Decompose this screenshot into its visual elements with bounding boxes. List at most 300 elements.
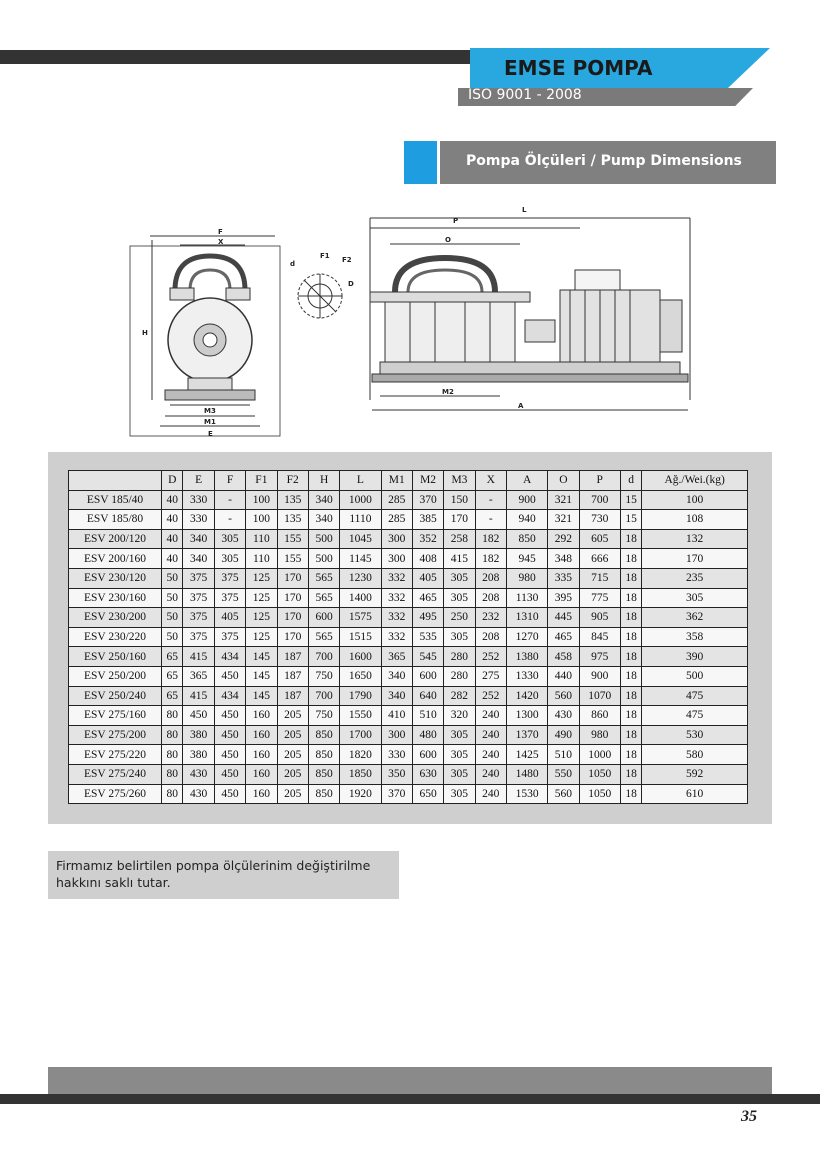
value-cell: 250 xyxy=(444,608,475,628)
value-cell: 415 xyxy=(183,686,214,706)
value-cell: 1920 xyxy=(340,784,381,804)
value-cell: 205 xyxy=(277,784,308,804)
value-cell: 100 xyxy=(246,510,277,530)
page-number: 35 xyxy=(741,1108,757,1125)
value-cell: 545 xyxy=(412,647,443,667)
value-cell: 475 xyxy=(642,686,748,706)
value-cell: 1575 xyxy=(340,608,381,628)
value-cell: 125 xyxy=(246,568,277,588)
label-x: X xyxy=(218,238,224,246)
value-cell: 640 xyxy=(412,686,443,706)
value-cell: 1515 xyxy=(340,627,381,647)
value-cell: 18 xyxy=(620,745,641,765)
value-cell: 630 xyxy=(412,764,443,784)
value-cell: 980 xyxy=(579,725,620,745)
table-row xyxy=(69,608,748,628)
value-cell: 330 xyxy=(183,510,214,530)
value-cell: 775 xyxy=(579,588,620,608)
section-title: Pompa Ölçüleri / Pump Dimensions xyxy=(466,153,742,169)
value-cell: 170 xyxy=(277,568,308,588)
value-cell: 182 xyxy=(475,549,506,569)
table-header-row xyxy=(69,471,748,491)
value-cell: 125 xyxy=(246,588,277,608)
value-cell: 1300 xyxy=(506,706,547,726)
value-cell: 18 xyxy=(620,588,641,608)
value-cell: 365 xyxy=(381,647,412,667)
value-cell: 450 xyxy=(214,666,245,686)
value-cell: 332 xyxy=(381,588,412,608)
value-cell: 900 xyxy=(506,490,547,510)
value-cell: 430 xyxy=(183,764,214,784)
value-cell: 285 xyxy=(381,490,412,510)
model-cell: ESV 185/80 xyxy=(69,510,162,530)
label-o: O xyxy=(445,236,451,244)
value-cell: 510 xyxy=(412,706,443,726)
header-cell: d xyxy=(620,471,641,491)
label-f: F xyxy=(218,228,223,236)
value-cell: 845 xyxy=(579,627,620,647)
value-cell: 40 xyxy=(162,549,183,569)
value-cell: 252 xyxy=(475,686,506,706)
value-cell: 332 xyxy=(381,608,412,628)
value-cell: 1230 xyxy=(340,568,381,588)
label-d-small: d xyxy=(290,260,296,268)
value-cell: 305 xyxy=(444,764,475,784)
value-cell: 50 xyxy=(162,608,183,628)
model-cell: ESV 200/120 xyxy=(69,529,162,549)
value-cell: 18 xyxy=(620,764,641,784)
value-cell: 1650 xyxy=(340,666,381,686)
value-cell: 445 xyxy=(548,608,579,628)
value-cell: 18 xyxy=(620,529,641,549)
value-cell: 500 xyxy=(308,549,339,569)
model-cell: ESV 230/220 xyxy=(69,627,162,647)
value-cell: 365 xyxy=(183,666,214,686)
value-cell: 100 xyxy=(642,490,748,510)
value-cell: 1400 xyxy=(340,588,381,608)
value-cell: 135 xyxy=(277,490,308,510)
value-cell: 132 xyxy=(642,529,748,549)
value-cell: 465 xyxy=(548,627,579,647)
table-row xyxy=(69,549,748,569)
value-cell: 1530 xyxy=(506,784,547,804)
value-cell: 750 xyxy=(308,706,339,726)
label-m2: M2 xyxy=(442,388,454,396)
value-cell: 1480 xyxy=(506,764,547,784)
model-cell: ESV 250/200 xyxy=(69,666,162,686)
value-cell: 450 xyxy=(214,725,245,745)
value-cell: 340 xyxy=(183,529,214,549)
table-row xyxy=(69,706,748,726)
section-accent xyxy=(404,141,437,184)
value-cell: 40 xyxy=(162,510,183,530)
table-row xyxy=(69,490,748,510)
value-cell: 380 xyxy=(183,725,214,745)
value-cell: 240 xyxy=(475,764,506,784)
value-cell: 110 xyxy=(246,549,277,569)
model-cell: ESV 185/40 xyxy=(69,490,162,510)
value-cell: 18 xyxy=(620,568,641,588)
value-cell: 332 xyxy=(381,627,412,647)
value-cell: 450 xyxy=(214,764,245,784)
value-cell: 145 xyxy=(246,647,277,667)
model-cell: ESV 250/160 xyxy=(69,647,162,667)
value-cell: 50 xyxy=(162,588,183,608)
value-cell: 240 xyxy=(475,745,506,765)
value-cell: 321 xyxy=(548,490,579,510)
table-row xyxy=(69,764,748,784)
header-cell: F xyxy=(214,471,245,491)
table-row xyxy=(69,510,748,530)
model-cell: ESV 275/240 xyxy=(69,764,162,784)
value-cell: 145 xyxy=(246,686,277,706)
value-cell: 330 xyxy=(183,490,214,510)
value-cell: 160 xyxy=(246,784,277,804)
value-cell: 18 xyxy=(620,666,641,686)
value-cell: 292 xyxy=(548,529,579,549)
value-cell: 1330 xyxy=(506,666,547,686)
value-cell: 380 xyxy=(183,745,214,765)
value-cell: 320 xyxy=(444,706,475,726)
table-row xyxy=(69,529,748,549)
pump-dimension-drawing xyxy=(120,200,700,445)
model-cell: ESV 275/220 xyxy=(69,745,162,765)
value-cell: 208 xyxy=(475,627,506,647)
value-cell: 358 xyxy=(642,627,748,647)
header-cell: E xyxy=(183,471,214,491)
label-m3: M3 xyxy=(204,407,216,415)
value-cell: 348 xyxy=(548,549,579,569)
label-e: E xyxy=(208,430,213,438)
note-text: Firmamız belirtilen pompa ölçülerinim değiştirilme hakkını saklı tutar. xyxy=(56,858,371,890)
value-cell: 65 xyxy=(162,666,183,686)
value-cell: - xyxy=(214,510,245,530)
value-cell: 610 xyxy=(642,784,748,804)
value-cell: 330 xyxy=(381,745,412,765)
value-cell: 80 xyxy=(162,706,183,726)
value-cell: 850 xyxy=(308,745,339,765)
table-row xyxy=(69,647,748,667)
value-cell: 1420 xyxy=(506,686,547,706)
value-cell: 252 xyxy=(475,647,506,667)
model-cell: ESV 230/200 xyxy=(69,608,162,628)
value-cell: 415 xyxy=(183,647,214,667)
value-cell: 40 xyxy=(162,490,183,510)
header-cell: F1 xyxy=(246,471,277,491)
value-cell: 187 xyxy=(277,647,308,667)
value-cell: 305 xyxy=(444,745,475,765)
value-cell: 592 xyxy=(642,764,748,784)
value-cell: 18 xyxy=(620,686,641,706)
value-cell: 850 xyxy=(308,784,339,804)
value-cell: 510 xyxy=(548,745,579,765)
value-cell: 390 xyxy=(642,647,748,667)
value-cell: 335 xyxy=(548,568,579,588)
value-cell: 80 xyxy=(162,764,183,784)
value-cell: 900 xyxy=(579,666,620,686)
certification-label: ISO 9001 - 2008 xyxy=(468,87,582,103)
label-f1: F1 xyxy=(320,252,330,260)
value-cell: 285 xyxy=(381,510,412,530)
value-cell: 600 xyxy=(412,745,443,765)
value-cell: 750 xyxy=(308,666,339,686)
header-bar xyxy=(0,50,470,64)
model-cell: ESV 275/200 xyxy=(69,725,162,745)
value-cell: 1270 xyxy=(506,627,547,647)
value-cell: 415 xyxy=(444,549,475,569)
value-cell: - xyxy=(214,490,245,510)
value-cell: 1425 xyxy=(506,745,547,765)
value-cell: 160 xyxy=(246,725,277,745)
value-cell: 434 xyxy=(214,686,245,706)
value-cell: 305 xyxy=(214,549,245,569)
table-row xyxy=(69,588,748,608)
value-cell: 18 xyxy=(620,608,641,628)
footer-band xyxy=(48,1067,772,1094)
label-p: P xyxy=(453,217,459,225)
value-cell: 730 xyxy=(579,510,620,530)
value-cell: 305 xyxy=(214,529,245,549)
value-cell: 332 xyxy=(381,568,412,588)
table-row xyxy=(69,725,748,745)
value-cell: 975 xyxy=(579,647,620,667)
value-cell: 450 xyxy=(214,706,245,726)
value-cell: 375 xyxy=(214,568,245,588)
value-cell: 275 xyxy=(475,666,506,686)
value-cell: 15 xyxy=(620,490,641,510)
value-cell: 145 xyxy=(246,666,277,686)
header-cell: O xyxy=(548,471,579,491)
value-cell: 340 xyxy=(308,510,339,530)
value-cell: 300 xyxy=(381,529,412,549)
value-cell: 15 xyxy=(620,510,641,530)
model-cell: ESV 230/120 xyxy=(69,568,162,588)
value-cell: 405 xyxy=(214,608,245,628)
value-cell: 18 xyxy=(620,549,641,569)
value-cell: 945 xyxy=(506,549,547,569)
value-cell: - xyxy=(475,490,506,510)
value-cell: 375 xyxy=(183,588,214,608)
value-cell: 1310 xyxy=(506,608,547,628)
value-cell: 280 xyxy=(444,666,475,686)
value-cell: 1050 xyxy=(579,764,620,784)
value-cell: 450 xyxy=(214,784,245,804)
value-cell: 430 xyxy=(548,706,579,726)
label-h: H xyxy=(142,329,148,337)
label-m1: M1 xyxy=(204,418,216,426)
header-cell: F2 xyxy=(277,471,308,491)
value-cell: 1000 xyxy=(340,490,381,510)
value-cell: 980 xyxy=(506,568,547,588)
value-cell: 170 xyxy=(277,608,308,628)
value-cell: 666 xyxy=(579,549,620,569)
value-cell: 905 xyxy=(579,608,620,628)
table-row xyxy=(69,568,748,588)
value-cell: 600 xyxy=(308,608,339,628)
value-cell: 715 xyxy=(579,568,620,588)
value-cell: 340 xyxy=(183,549,214,569)
value-cell: 305 xyxy=(444,784,475,804)
value-cell: 18 xyxy=(620,784,641,804)
value-cell: 50 xyxy=(162,568,183,588)
label-l: L xyxy=(522,206,527,214)
value-cell: 940 xyxy=(506,510,547,530)
value-cell: 375 xyxy=(183,627,214,647)
value-cell: 565 xyxy=(308,588,339,608)
value-cell: 340 xyxy=(381,666,412,686)
header-cell: H xyxy=(308,471,339,491)
value-cell: 182 xyxy=(475,529,506,549)
header-cell: M3 xyxy=(444,471,475,491)
value-cell: 560 xyxy=(548,784,579,804)
value-cell: 500 xyxy=(642,666,748,686)
value-cell: 1130 xyxy=(506,588,547,608)
value-cell: 170 xyxy=(277,588,308,608)
header-cell: D xyxy=(162,471,183,491)
table-row xyxy=(69,686,748,706)
value-cell: 440 xyxy=(548,666,579,686)
value-cell: 305 xyxy=(444,568,475,588)
model-cell: ESV 275/160 xyxy=(69,706,162,726)
value-cell: 535 xyxy=(412,627,443,647)
value-cell: 700 xyxy=(308,686,339,706)
value-cell: 560 xyxy=(548,686,579,706)
value-cell: 282 xyxy=(444,686,475,706)
value-cell: 375 xyxy=(214,627,245,647)
header-cell: M1 xyxy=(381,471,412,491)
value-cell: - xyxy=(475,510,506,530)
value-cell: 450 xyxy=(183,706,214,726)
label-d: D xyxy=(348,280,354,288)
value-cell: 1600 xyxy=(340,647,381,667)
value-cell: 108 xyxy=(642,510,748,530)
value-cell: 80 xyxy=(162,784,183,804)
value-cell: 160 xyxy=(246,706,277,726)
value-cell: 300 xyxy=(381,725,412,745)
dimensions-table xyxy=(68,470,748,804)
value-cell: 65 xyxy=(162,647,183,667)
value-cell: 258 xyxy=(444,529,475,549)
value-cell: 370 xyxy=(381,784,412,804)
value-cell: 480 xyxy=(412,725,443,745)
header-cell: M2 xyxy=(412,471,443,491)
value-cell: 850 xyxy=(308,725,339,745)
value-cell: 150 xyxy=(444,490,475,510)
value-cell: 240 xyxy=(475,725,506,745)
value-cell: 208 xyxy=(475,588,506,608)
value-cell: 350 xyxy=(381,764,412,784)
value-cell: 240 xyxy=(475,784,506,804)
value-cell: 408 xyxy=(412,549,443,569)
value-cell: 125 xyxy=(246,627,277,647)
value-cell: 205 xyxy=(277,725,308,745)
table-body xyxy=(69,490,748,804)
value-cell: 495 xyxy=(412,608,443,628)
value-cell: 430 xyxy=(183,784,214,804)
value-cell: 205 xyxy=(277,764,308,784)
value-cell: 205 xyxy=(277,745,308,765)
value-cell: 280 xyxy=(444,647,475,667)
value-cell: 458 xyxy=(548,647,579,667)
model-cell: ESV 230/160 xyxy=(69,588,162,608)
value-cell: 700 xyxy=(579,490,620,510)
value-cell: 1850 xyxy=(340,764,381,784)
table-row xyxy=(69,627,748,647)
value-cell: 305 xyxy=(642,588,748,608)
value-cell: 321 xyxy=(548,510,579,530)
value-cell: 240 xyxy=(475,706,506,726)
value-cell: 362 xyxy=(642,608,748,628)
value-cell: 232 xyxy=(475,608,506,628)
value-cell: 860 xyxy=(579,706,620,726)
value-cell: 1790 xyxy=(340,686,381,706)
header-cell: X xyxy=(475,471,506,491)
value-cell: 100 xyxy=(246,490,277,510)
value-cell: 340 xyxy=(381,686,412,706)
value-cell: 565 xyxy=(308,568,339,588)
value-cell: 1145 xyxy=(340,549,381,569)
model-cell: ESV 250/240 xyxy=(69,686,162,706)
value-cell: 305 xyxy=(444,725,475,745)
model-cell: ESV 200/160 xyxy=(69,549,162,569)
value-cell: 80 xyxy=(162,725,183,745)
value-cell: 18 xyxy=(620,627,641,647)
value-cell: 375 xyxy=(183,568,214,588)
value-cell: 125 xyxy=(246,608,277,628)
value-cell: 475 xyxy=(642,706,748,726)
value-cell: 1380 xyxy=(506,647,547,667)
table-row xyxy=(69,784,748,804)
value-cell: 18 xyxy=(620,647,641,667)
value-cell: 605 xyxy=(579,529,620,549)
value-cell: 450 xyxy=(214,745,245,765)
value-cell: 1550 xyxy=(340,706,381,726)
value-cell: 530 xyxy=(642,725,748,745)
value-cell: 410 xyxy=(381,706,412,726)
value-cell: 160 xyxy=(246,764,277,784)
value-cell: 40 xyxy=(162,529,183,549)
value-cell: 1050 xyxy=(579,784,620,804)
value-cell: 490 xyxy=(548,725,579,745)
value-cell: 50 xyxy=(162,627,183,647)
value-cell: 465 xyxy=(412,588,443,608)
model-cell: ESV 275/260 xyxy=(69,784,162,804)
header-cell xyxy=(69,471,162,491)
value-cell: 370 xyxy=(412,490,443,510)
value-cell: 650 xyxy=(412,784,443,804)
value-cell: 405 xyxy=(412,568,443,588)
table-row xyxy=(69,666,748,686)
value-cell: 300 xyxy=(381,549,412,569)
label-f2: F2 xyxy=(342,256,352,264)
value-cell: 375 xyxy=(183,608,214,628)
value-cell: 600 xyxy=(412,666,443,686)
value-cell: 235 xyxy=(642,568,748,588)
value-cell: 385 xyxy=(412,510,443,530)
header-cell: Ağ./Wei.(kg) xyxy=(642,471,748,491)
value-cell: 850 xyxy=(506,529,547,549)
header-cell: A xyxy=(506,471,547,491)
value-cell: 395 xyxy=(548,588,579,608)
value-cell: 352 xyxy=(412,529,443,549)
header-cell: P xyxy=(579,471,620,491)
brand-name: EMSE POMPA xyxy=(504,56,653,80)
value-cell: 305 xyxy=(444,627,475,647)
value-cell: 187 xyxy=(277,666,308,686)
value-cell: 1045 xyxy=(340,529,381,549)
value-cell: 187 xyxy=(277,686,308,706)
value-cell: 340 xyxy=(308,490,339,510)
